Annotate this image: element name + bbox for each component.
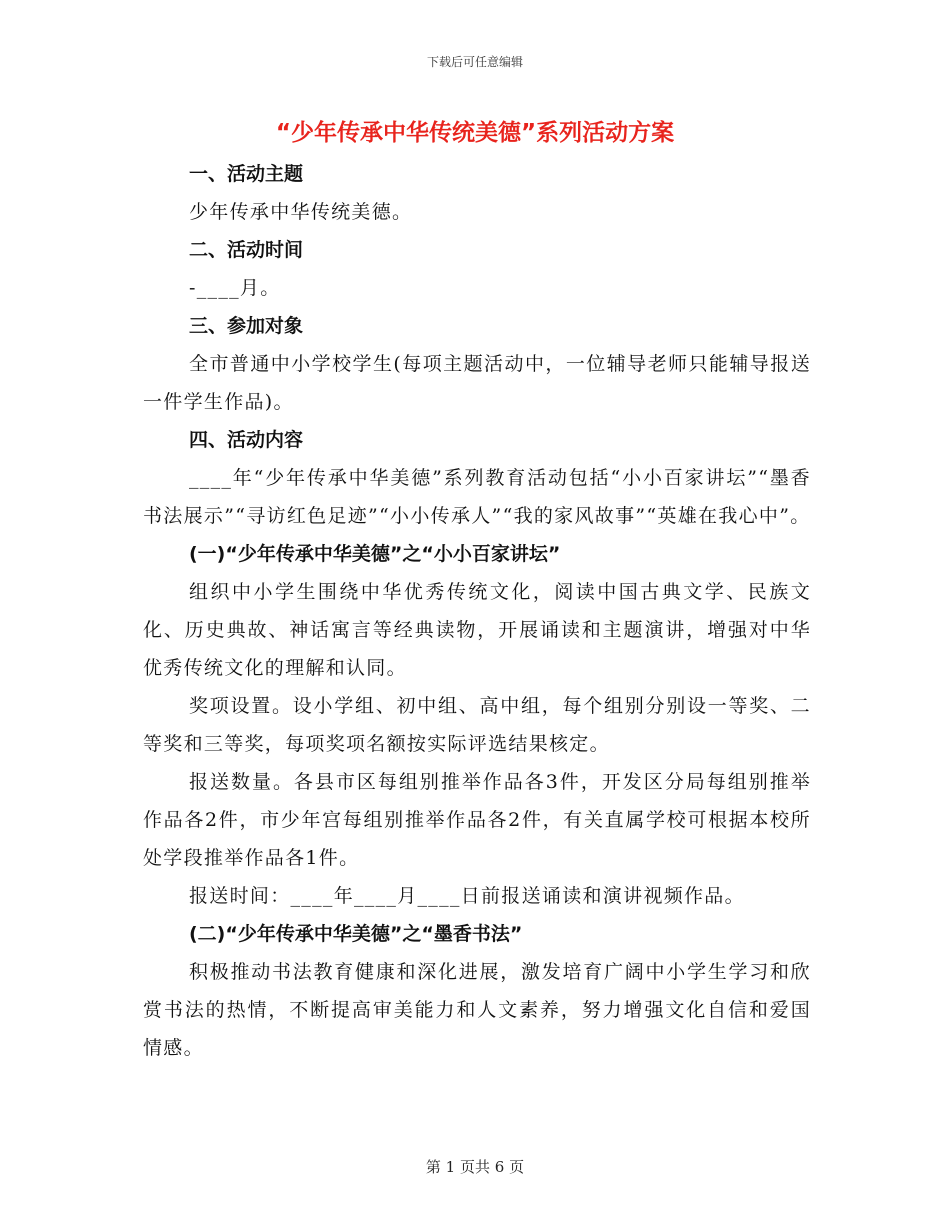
page-footer: 第 1 页共 6 页 [425, 1158, 525, 1176]
document-title: “少年传承中华传统美德”系列活动方案 [275, 120, 675, 146]
paragraph-forum-desc: 组织中小学生围绕中华优秀传统文化，阅读中国古典文学、民族文化、历史典故、神话寓言等经典读物，开展诵读和主题演讲，增强对中华优秀传统文化的理解和认同。 [143, 581, 811, 679]
page-header: 下载后可任意编辑 [426, 55, 523, 69]
paragraph-forum-deadline: 报送时间：____年____月____日前报送诵读和演讲视频作品。 [189, 885, 745, 907]
paragraph-content-intro: ____年“少年传承中华美德”系列教育活动包括“小小百家讲坛”“墨香书法展示”“寻访红色足迹”“小小传承人”“我的家风故事”“英雄在我心中”。 [143, 467, 811, 527]
section-heading-time: 二、活动时间 [189, 239, 304, 261]
subheading-calligraphy: (二)“少年传承中华美德”之“墨香书法” [189, 923, 523, 945]
section-heading-content: 四、活动内容 [189, 429, 304, 451]
paragraph-theme: 少年传承中华传统美德。 [189, 201, 413, 223]
paragraph-calligraphy-desc: 积极推动书法教育健康和深化进展，激发培育广阔中小学生学习和欣赏书法的热情，不断提高审美能力和人文素养，努力增强文化自信和爱国情感。 [143, 961, 811, 1059]
subheading-forum: (一)“少年传承中华美德”之“小小百家讲坛” [189, 543, 561, 565]
document-body [143, 155, 811, 1067]
paragraph-forum-quota: 报送数量。各县市区每组别推举作品各3件，开发区分局每组别推举作品各2件，市少年宫每组别推举作品各2件，有关直属学校可根据本校所处学段推举作品各1件。 [143, 771, 811, 869]
paragraph-time: -____月。 [189, 277, 281, 299]
paragraph-participants: 全市普通中小学校学生(每项主题活动中，一位辅导老师只能辅导报送一件学生作品)。 [143, 353, 811, 413]
section-heading-theme: 一、活动主题 [189, 163, 304, 185]
section-heading-participants: 三、参加对象 [189, 315, 304, 337]
paragraph-forum-awards: 奖项设置。设小学组、初中组、高中组，每个组别分别设一等奖、二等奖和三等奖，每项奖项名额按实际评选结果核定。 [143, 695, 811, 755]
